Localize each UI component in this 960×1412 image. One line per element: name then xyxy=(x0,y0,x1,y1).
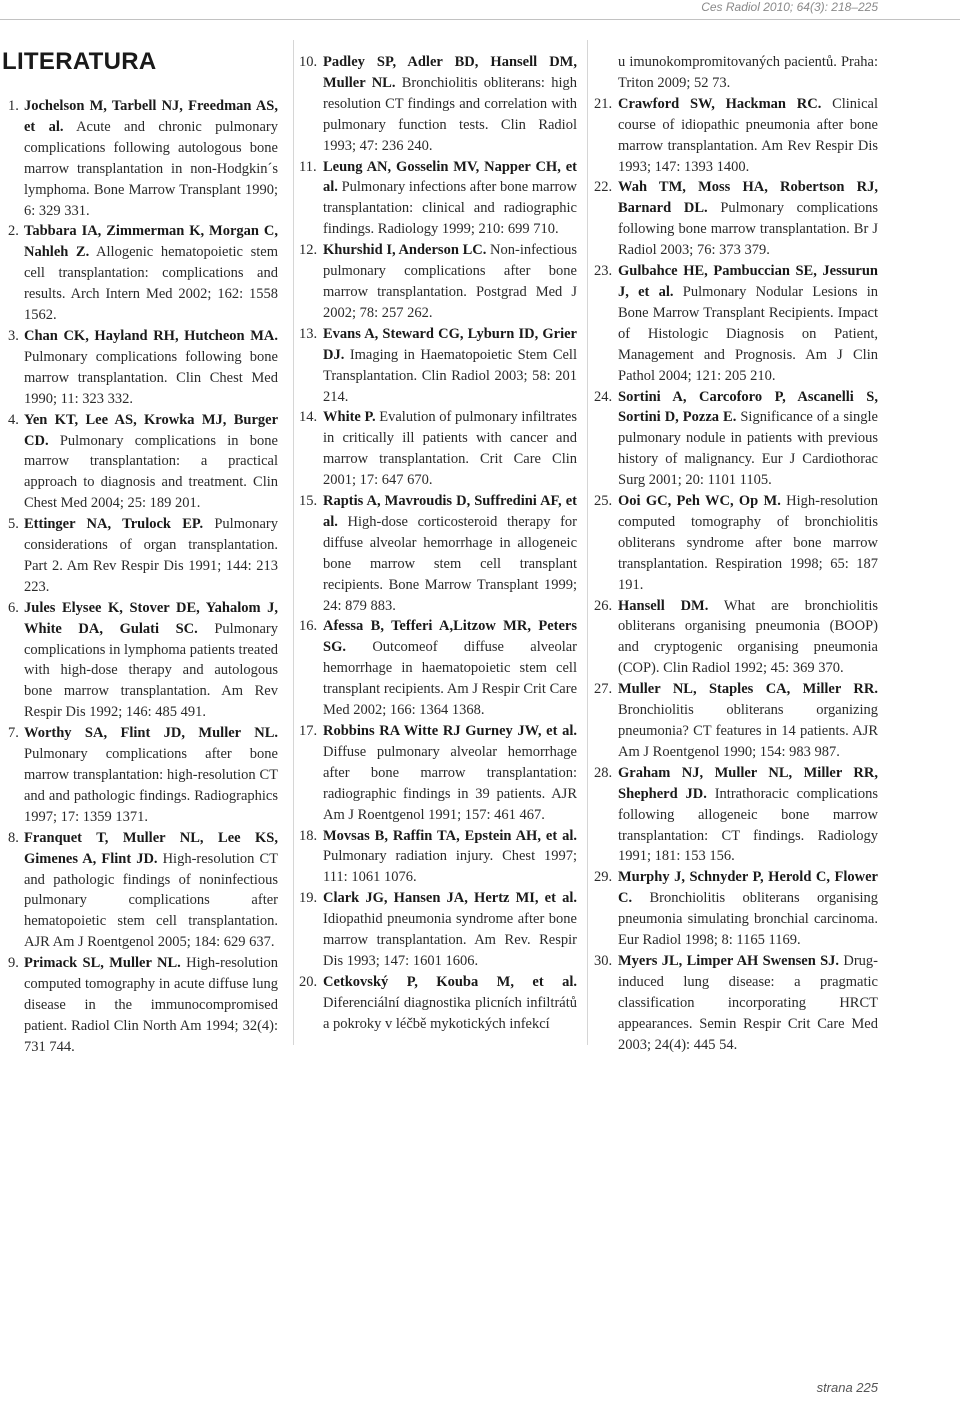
reference-item xyxy=(299,240,577,324)
reference-text: Clinical course of idiopathic pneumonia after bone marrow transplantation. Am Rev Respir Dis 1993; 147: 1393 1400. xyxy=(618,95,878,175)
reference-authors: Wah TM, Moss HA, Robertson RJ, Barnard DL. xyxy=(618,179,878,217)
reference-text: Idiopathid pneumonia syndrome after bone marrow transplantation. Am Rev. Respir Dis 1993; 147: 1601 1606. xyxy=(323,911,577,969)
reference-item xyxy=(594,94,878,178)
reference-item xyxy=(2,723,278,828)
reference-number: 1. xyxy=(8,98,19,114)
reference-authors: Muller NL, Staples CA, Miller RR. xyxy=(618,681,878,698)
reference-authors: Clark JG, Hansen JA, Hertz MI, et al. xyxy=(323,890,577,907)
reference-item xyxy=(2,326,278,410)
reference-authors: Graham NJ, Muller NL, Miller RR, Shepherd JD. xyxy=(618,764,878,802)
reference-list xyxy=(594,94,879,1056)
reference-authors: Evans A, Steward CG, Lyburn ID, Grier DJ. xyxy=(323,325,577,363)
reference-item xyxy=(2,96,278,221)
reference-text: Pulmonary radiation injury. Chest 1997; 111: 1061 1076. xyxy=(323,848,577,886)
reference-text: Diferenciální diagnostika plicních infiltrátů a pokroky v léčbě mykotických infekcí xyxy=(323,994,577,1032)
reference-authors: White P. xyxy=(323,409,376,426)
reference-text: Non-infectious pulmonary complications after bone marrow transplantation. Postgrad Med J 2002; 78: 257 262. xyxy=(323,242,577,321)
reference-item xyxy=(299,826,577,889)
reference-authors: Chan CK, Hayland RH, Hutcheon MA. xyxy=(24,327,278,344)
column-divider xyxy=(587,40,588,1045)
section-title: LITERATURA xyxy=(2,48,157,75)
reference-number: 3. xyxy=(8,327,19,344)
references-column-3 xyxy=(594,52,879,1056)
reference-item xyxy=(299,52,577,157)
reference-item xyxy=(299,888,577,972)
reference-number: 12. xyxy=(299,242,318,259)
reference-authors: Gulbahce HE, Pambuccian SE, Jessurun J, et al. xyxy=(618,263,878,300)
reference-number: 24. xyxy=(594,388,613,405)
reference-item xyxy=(299,324,577,408)
references-column-1 xyxy=(2,48,278,1058)
reference-text: High-dose corticosteroid therapy for diffuse alveolar hemorrhage in allogeneic bone marrow stem cell transplant recipients. Bone Marrow Transplant 1999; 24: 879 883. xyxy=(323,513,577,614)
reference-number: 20. xyxy=(299,973,318,990)
reference-text: Significance of a single pulmonary nodule in patients with previous history of malignancy. Eur J Cardiothorac Surg 2001; 20: 1101 1105. xyxy=(618,409,878,489)
reference-item xyxy=(594,177,878,261)
reference-number: 21. xyxy=(594,95,613,112)
reference-text: Allogenic hematopoietic stem cell transplantation: complications and results. Arch Intern Med 2002; 162: 1558 1562. xyxy=(24,244,278,324)
header-rule xyxy=(0,19,960,20)
reference-authors: Raptis A, Mavroudis D, Suffredini AF, et al. xyxy=(323,493,577,530)
reference-text: High-resolution computed tomography in acute diffuse lung disease in the immunocompromised patient. Radiol Clin North Am 1994; 32(4): 731 744. xyxy=(24,955,278,1055)
reference-authors: Cetkovský P, Kouba M, et al. xyxy=(323,973,577,990)
reference-authors: Ettinger NA, Trulock EP. xyxy=(24,516,204,533)
reference-authors: Murphy J, Schnyder P, Herold C, Flower C. xyxy=(618,869,878,907)
reference-number: 5. xyxy=(8,516,19,533)
reference-text: Evalution of pulmonary infiltrates in critically ill patients with cancer and marrow transplantation. Crit Care Clin 2001; 17: 647 670. xyxy=(323,409,577,489)
reference-number: 18. xyxy=(299,827,318,844)
reference-number: 10. xyxy=(299,54,318,70)
reference-item xyxy=(2,221,278,326)
reference-text: High-resolution CT and pathologic findings of noninfectious pulmonary complications after hematopoietic stem cell transplantation. AJR Am J Roentgenol 2005; 184: 629 637. xyxy=(24,850,278,951)
reference-item xyxy=(594,763,878,868)
page-header xyxy=(0,0,960,20)
reference-text: Outcomeof diffuse alveolar hemorrhage in haematopoietic stem cell transplant recipients. Am J Respir Crit Care Med 2002; 166: 1364 1368. xyxy=(323,639,577,719)
reference-item xyxy=(594,867,878,951)
reference-list xyxy=(2,96,278,1058)
reference-text: Drug-induced lung disease: a pragmatic classification incorporating HRCT appearances. Semin Respir Crit Care Med 2003; 24(4): 445 54. xyxy=(618,952,878,1053)
reference-item xyxy=(299,972,577,1035)
reference-text: High-resolution computed tomography of bronchiolitis obliterans syndrome after bone marrow transplantation. Respiration 1998; 65: 187 191. xyxy=(618,493,878,593)
reference-authors: Hansell DM. xyxy=(618,597,709,614)
reference-text: Bronchiolitis obliterans organizing pneumonia? CT features in 14 patients. AJR Am J Roentgenol 1990; 154: 983 987. xyxy=(618,702,878,760)
reference-authors: Franquet T, Muller NL, Lee KS, Gimenes A, Flint JD. xyxy=(24,829,278,867)
reference-text: Bronchiolitis obliterans: high resolution CT findings and correlation with pulmonary function tests. Clin Radiol 1993; 47: 236 240. xyxy=(323,74,577,154)
reference-text: Imaging in Haematopoietic Stem Cell Transplantation. Clin Radiol 2003; 58: 201 214. xyxy=(323,346,577,405)
reference-text: Intrathoracic complications following allogeneic bone marrow transplantation: CT findings. Radiology 1991; 181: 153 156. xyxy=(618,785,878,865)
reference-authors: Tabbara IA, Zimmerman K, Morgan C, Nahleh Z. xyxy=(24,223,278,261)
reference-text: Pulmonary complications following bone marrow transplantation. Clin Chest Med 1990; 11: 323 332. xyxy=(24,348,278,407)
reference-authors: Crawford SW, Hackman RC. xyxy=(618,95,822,112)
reference-number: 8. xyxy=(8,829,19,846)
reference-authors: Worthy SA, Flint JD, Muller NL. xyxy=(24,725,278,742)
reference-item xyxy=(594,387,878,492)
journal-citation: Ces Radiol 2010; 64(3): 218–225 xyxy=(701,0,878,14)
reference-text: Pulmonary Nodular Lesions in Bone Marrow Transplant Recipients. Impact of Histologic Diagnosis on Patient, Management and Prognosis. Am J Clin Pathol 2004; 121: 205 210. xyxy=(618,283,878,384)
reference-authors: Ooi GC, Peh WC, Op M. xyxy=(618,493,781,510)
reference-number: 4. xyxy=(8,411,19,428)
page-number: strana 225 xyxy=(816,1380,878,1395)
reference-authors: Yen KT, Lee AS, Krowka MJ, Burger CD. xyxy=(24,411,278,449)
reference-text: Pulmonary infections after bone marrow transplantation: clinical and radiographic findings. Radiology 1999; 210: 699 710. xyxy=(323,179,577,238)
reference-item xyxy=(299,407,577,491)
reference-number: 14. xyxy=(299,409,318,426)
reference-number: 16. xyxy=(299,618,318,635)
column-divider xyxy=(293,40,294,1045)
reference-text: Bronchiolitis obliterans organising pneumonia simulating bronchial carcinoma. Eur Radiol 1998; 8: 1165 1169. xyxy=(618,890,878,949)
reference-authors: Myers JL, Limper AH Swensen SJ. xyxy=(618,952,840,969)
reference-number: 25. xyxy=(594,493,613,510)
reference-item xyxy=(2,953,278,1058)
reference-item xyxy=(2,514,278,598)
reference-number: 17. xyxy=(299,723,318,739)
reference-authors: Jochelson M, Tarbell NJ, Freedman AS, et al. xyxy=(24,98,278,135)
reference-number: 9. xyxy=(8,955,19,972)
reference-text: Pulmonary complications in bone marrow transplantation: a practical approach to diagnosis and treatment. Clin Chest Med 2004; 25: 189 201. xyxy=(24,432,278,512)
reference-number: 19. xyxy=(299,890,318,907)
reference-number: 11. xyxy=(299,158,317,175)
reference-item xyxy=(299,721,577,826)
reference-number: 30. xyxy=(594,952,613,969)
reference-number: 13. xyxy=(299,325,318,342)
reference-item xyxy=(2,828,278,953)
reference-authors: Afessa B, Tefferi A,Litzow MR, Peters SG. xyxy=(323,618,577,656)
reference-authors: Padley SP, Adler BD, Hansell DM, Muller NL. xyxy=(323,54,577,91)
reference-continuation: u imunokompromitovaných pacientů. Praha: Triton 2009; 52 73. xyxy=(618,54,878,91)
reference-list xyxy=(299,52,577,1035)
reference-text: Acute and chronic pulmonary complications following autologous bone marrow transplantation in non-Hodgkin´s lymphoma. Bone Marrow Transplant 1990; 6: 329 331. xyxy=(24,118,279,219)
reference-item xyxy=(299,616,577,721)
reference-authors: Jules Elysee K, Stover DE, Yahalom J, White DA, Gulati SC. xyxy=(24,599,278,637)
reference-number: 27. xyxy=(594,681,613,698)
reference-text: Pulmonary complications after bone marrow transplantation: high-resolution CT and and pathologic findings. Radiographics 1997; 17: 1359 1371. xyxy=(24,746,278,825)
reference-text: What are bronchiolitis obliterans organising pneumonia (BOOP) and cryptogenic organising pneumonia (COP). Clin Radiol 1992; 45: 369 370. xyxy=(618,597,879,677)
reference-number: 26. xyxy=(594,597,613,614)
reference-authors: Sortini A, Carcoforo P, Ascanelli S, Sortini D, Pozza E. xyxy=(618,388,878,426)
reference-number: 7. xyxy=(8,725,19,742)
reference-text: Pulmonary complications in lymphoma patients treated with high-dose therapy and autologous bone marrow transplantation. Am Rev Respir Dis 1992; 146: 485 491. xyxy=(24,620,278,721)
reference-number: 22. xyxy=(594,179,613,196)
reference-item xyxy=(299,491,577,616)
references-column-2 xyxy=(299,52,577,1035)
reference-text: Pulmonary considerations of organ transplantation. Part 2. Am Rev Respir Dis 1991; 144: 213 223. xyxy=(24,516,278,595)
reference-number: 6. xyxy=(8,599,19,616)
reference-text: Diffuse pulmonary alveolar hemorrhage after bone marrow transplantation: radiographic findings in 39 patients. AJR Am J Roentgenol 1991; 157: 461 467. xyxy=(323,743,577,823)
reference-authors: Primack SL, Muller NL. xyxy=(24,955,181,972)
reference-item xyxy=(594,261,878,386)
reference-item xyxy=(299,157,577,241)
reference-authors: Robbins RA Witte RJ Gurney JW, et al. xyxy=(323,723,577,739)
reference-item xyxy=(2,598,278,723)
reference-authors: Leung AN, Gosselin MV, Napper CH, et al. xyxy=(323,158,577,196)
reference-number: 28. xyxy=(594,764,613,781)
reference-text: Pulmonary complications following bone marrow transplantation. Br J Radiol 2003; 76: 373 379. xyxy=(618,200,878,259)
reference-number: 23. xyxy=(594,263,613,280)
reference-authors: Movsas B, Raffin TA, Epstein AH, et al. xyxy=(323,827,577,844)
reference-item xyxy=(594,491,878,596)
reference-item xyxy=(2,410,278,515)
reference-authors: Khurshid I, Anderson LC. xyxy=(323,242,487,259)
reference-item xyxy=(594,951,878,1056)
reference-number: 29. xyxy=(594,869,613,886)
reference-number: 15. xyxy=(299,493,318,510)
reference-item xyxy=(594,596,879,680)
reference-item xyxy=(594,679,878,763)
reference-number: 2. xyxy=(8,223,19,240)
